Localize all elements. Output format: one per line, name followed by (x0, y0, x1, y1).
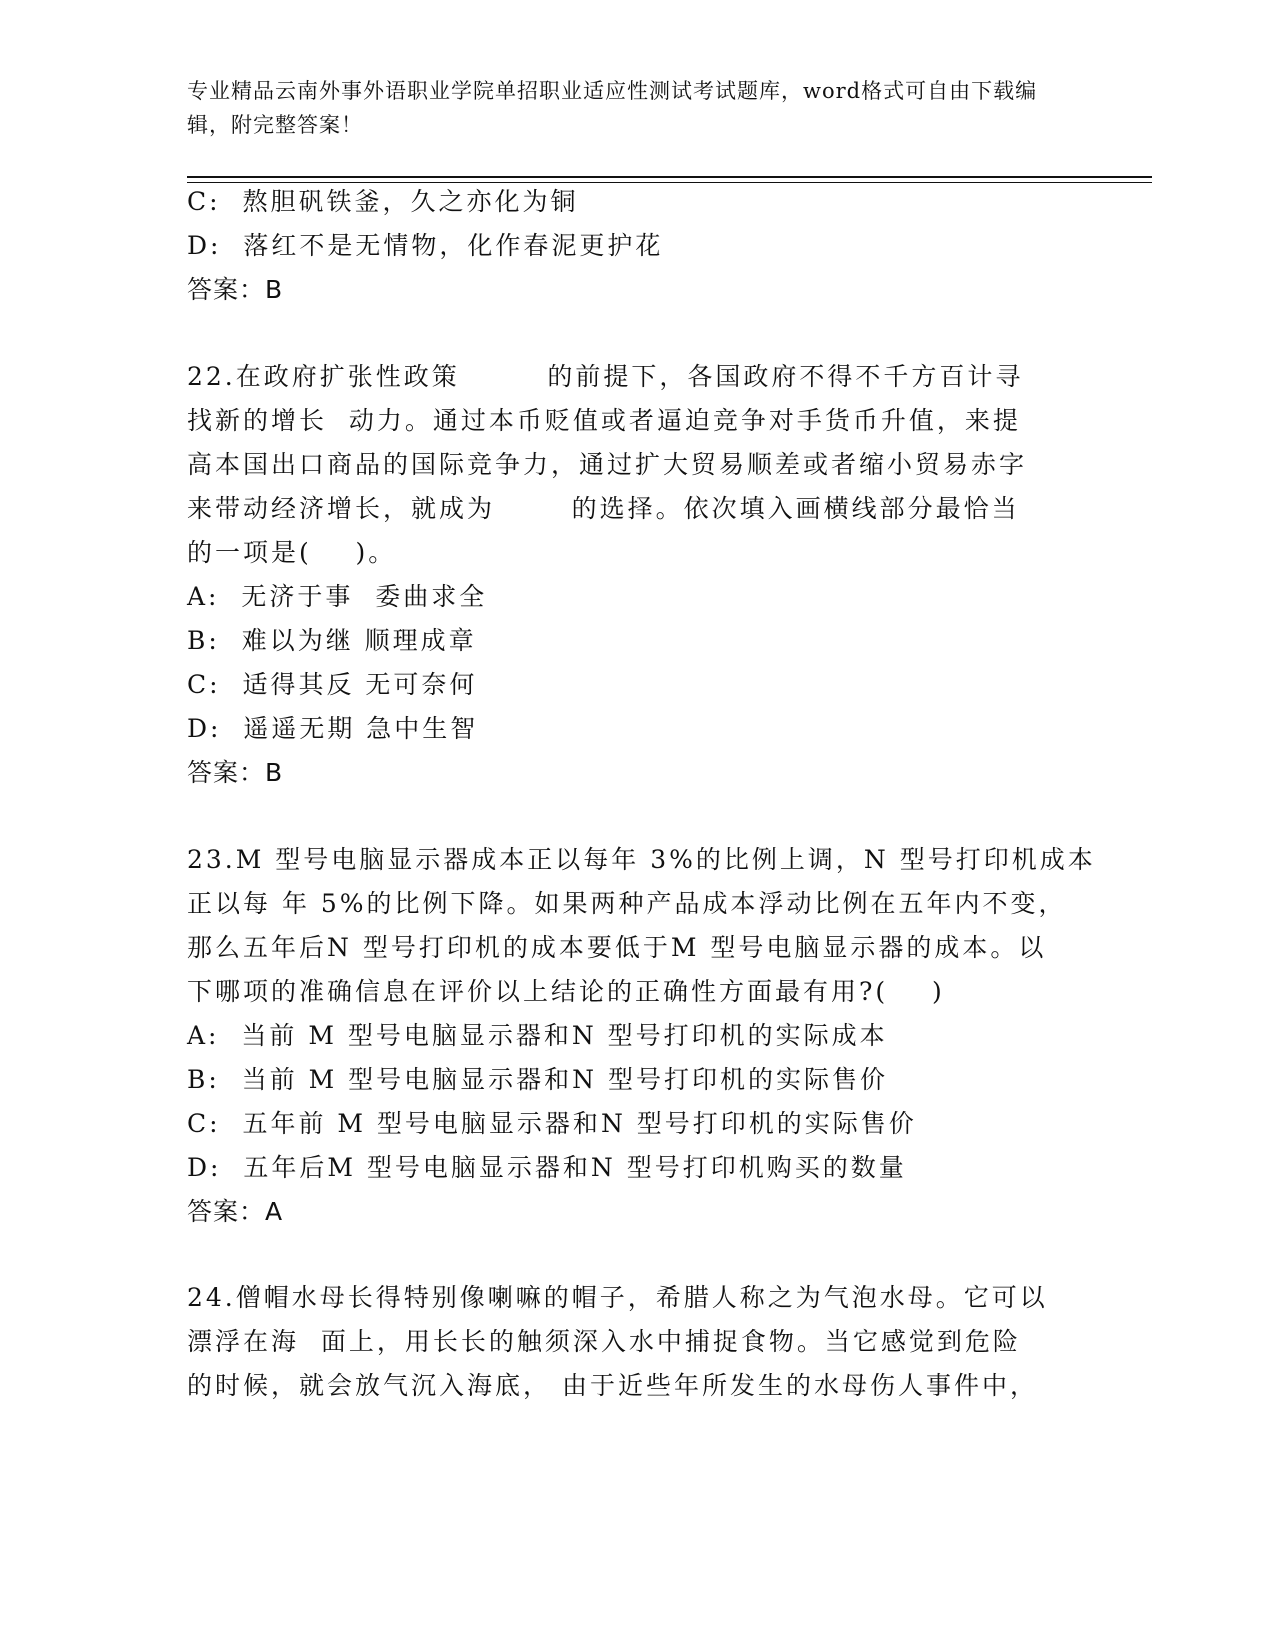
header-divider-thin (187, 182, 1152, 183)
q22-option-b: B: 难以为继 顺理成章 (187, 626, 477, 655)
q22-option-c: C: 适得其反 无可奈何 (187, 670, 478, 699)
q21-option-c: C: 熬胆矾铁釜，久之亦化为铜 (187, 187, 579, 216)
header-divider-thick (187, 176, 1152, 178)
q22-stem-line-5: 的一项是( )。 (187, 538, 397, 567)
q24-stem-line-2: 漂浮在海 面上，用长长的触须深入水中捕捉食物。当它感觉到危险 (187, 1327, 1021, 1356)
q22-stem-line-3: 高本国出口商品的国际竞争力，通过扩大贸易顺差或者缩小贸易赤字 (187, 450, 1028, 479)
q22-option-a: A: 无济于事 委曲求全 (187, 582, 488, 611)
q23-stem-line-1: 23.M 型号电脑显示器成本正以每年 3%的比例上调，N 型号打印机成本 (187, 845, 1096, 874)
q22-answer: 答案：B (187, 758, 284, 787)
q22-stem-line-1: 22.在政府扩张性政策 的前提下，各国政府不得不千方百计寻 (187, 362, 1024, 391)
q23-stem-line-2: 正以每 年 5%的比例下降。如果两种产品成本浮动比例在五年内不变， (187, 889, 1067, 918)
q24-stem-line-1: 24.僧帽水母长得特别像喇嘛的帽子，希腊人称之为气泡水母。它可以 (187, 1283, 1048, 1312)
q23-option-a: A: 当前 M 型号电脑显示器和N 型号打印机的实际成本 (187, 1021, 888, 1050)
q21-option-d: D: 落红不是无情物，化作春泥更护花 (187, 231, 664, 260)
q21-answer: 答案：B (187, 275, 284, 304)
q23-stem-line-3: 那么五年后N 型号打印机的成本要低于M 型号电脑显示器的成本。以 (187, 933, 1047, 962)
q24-stem-line-3: 的时候，就会放气沉入海底， 由于近些年所发生的水母伤人事件中， (187, 1371, 1038, 1400)
q23-option-b: B: 当前 M 型号电脑显示器和N 型号打印机的实际售价 (187, 1065, 889, 1094)
page-header: 专业精品云南外事外语职业学院单招职业适应性测试考试题库，word格式可自由下载编辑，附完整答案！ (187, 79, 1038, 137)
q22-stem-line-2: 找新的增长 动力。通过本币贬值或者逼迫竞争对手货币升值，来提 (187, 406, 1021, 435)
q23-stem-line-4: 下哪项的准确信息在评价以上结论的正确性方面最有用?( ) (187, 977, 945, 1006)
q22-option-d: D: 遥遥无期 急中生智 (187, 714, 479, 743)
q23-answer: 答案：A (187, 1197, 284, 1226)
q23-option-d: D: 五年后M 型号电脑显示器和N 型号打印机购买的数量 (187, 1153, 907, 1182)
q22-stem-line-4: 来带动经济增长，就成为 的选择。依次填入画横线部分最恰当 (187, 494, 1020, 523)
q23-option-c: C: 五年前 M 型号电脑显示器和N 型号打印机的实际售价 (187, 1109, 917, 1138)
